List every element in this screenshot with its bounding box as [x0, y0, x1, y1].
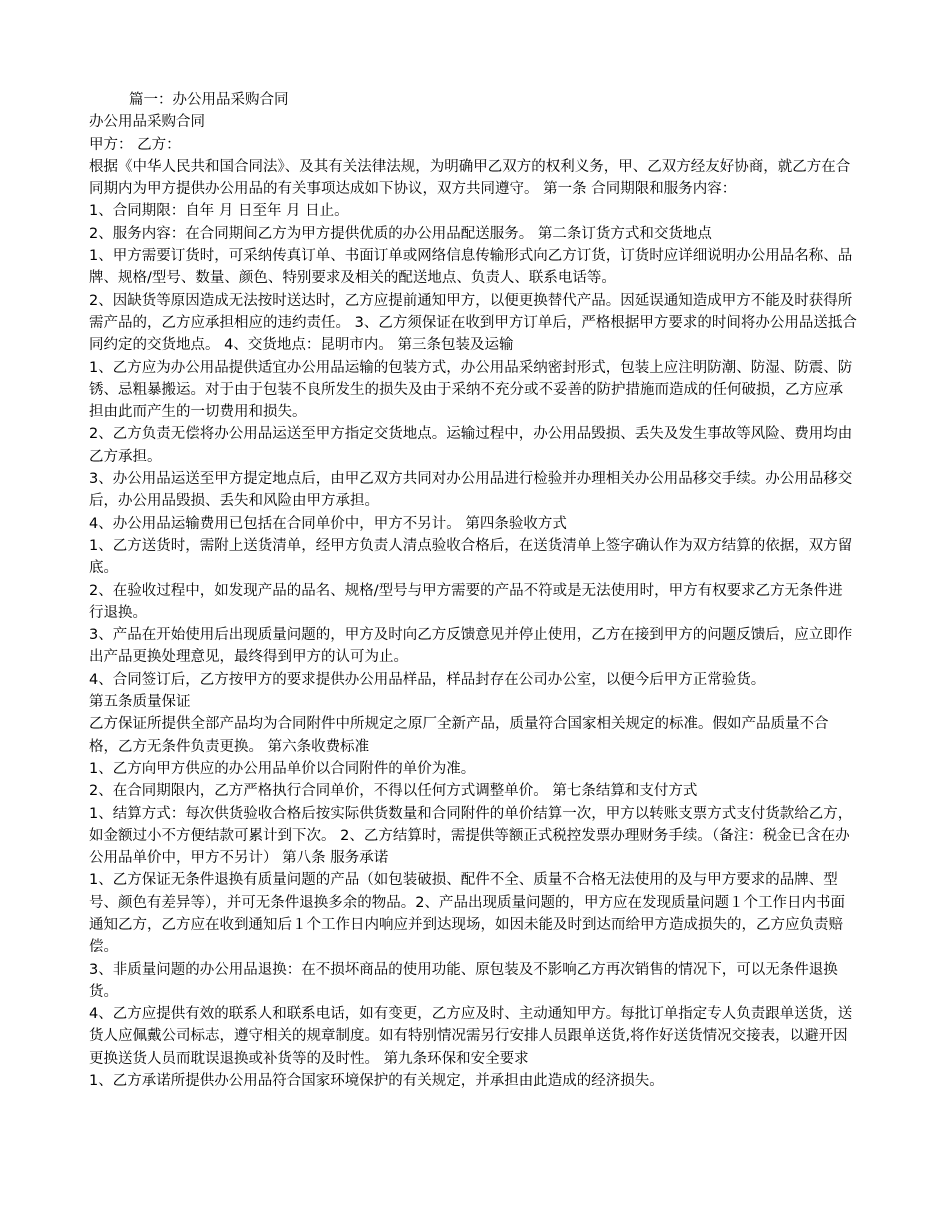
paragraph: 3、非质量问题的办公用品退换：在不损坏商品的使用功能、原包装及不影响乙方再次销售的情况下，可以无条件退换货。 — [89, 961, 838, 1000]
paragraph: 4、办公用品运输费用已包括在合同单价中，甲方不另计。 第四条验收方式 — [89, 515, 567, 532]
paragraph: 2、在验收过程中，如发现产品的品名、规格/型号与甲方需要的产品不符或是无法使用时，甲方有权要求乙方无条件进行退换。 — [89, 582, 843, 621]
paragraph: 1、合同期限：自年 月 日至年 月 日止。 — [89, 203, 349, 220]
paragraph: 4、合同签订后，乙方按甲方的要求提供办公用品样品，样品封存在公司办公室，以便今后甲方正常验货。 — [89, 671, 766, 688]
paragraph: 1、乙方承诺所提供办公用品符合国家环境保护的有关规定，并承担由此造成的经济损失。 — [89, 1073, 664, 1090]
paragraph: 2、服务内容：在合同期间乙方为甲方提供优质的办公用品配送服务。 第二条订货方式和交货地点 — [89, 225, 712, 242]
paragraph-title: 办公用品采购合同 — [89, 114, 205, 131]
paragraph: 1、乙方送货时，需附上送货清单，经甲方负责人清点验收合格后，在送货清单上签字确认作为双方结算的依据，双方留底。 — [89, 537, 853, 577]
paragraph: 2、因缺货等原因造成无法按时送达时，乙方应提前通知甲方，以便更换替代产品。因延误通知造成甲方不能及时获得所需产品的，乙方应承担相应的违约责任。 3、乙方须保证在收到甲方订单后，严格根据甲方要求的时间将办公用品送抵合同约定的交货地点。 4、交货地点：昆明市内。 第三条包装及运输 — [89, 292, 857, 354]
paragraph: 2、在合同期限内，乙方严格执行合同单价，不得以任何方式调整单价。 第七条结算和支付方式 — [89, 783, 698, 800]
paragraph: 1、乙方应为办公用品提供适宜办公用品运输的包装方式，办公用品采纳密封形式，包装上应注明防潮、防湿、防震、防锈、忌粗暴搬运。对于由于包装不良所发生的损失及由于采纳不充分或不妥善的防护措施而造成的任何破损，乙方应承担由此而产生的一切费用和损失。 — [89, 359, 853, 421]
paragraph: 乙方保证所提供全部产品均为合同附件中所规定之原厂全新产品，质量符合国家相关规定的标准。假如产品质量不合格，乙方无条件负责更换。 第六条收费标准 — [89, 716, 829, 755]
paragraph: 1、结算方式：每次供货验收合格后按实际供货数量和合同附件的单价结算一次，甲方以转账支票方式支付货款给乙方，如金额过小不方便结款可累计到下次。 2、乙方结算时，需提供等额正式税控发票办理财务手续。（备注：税金已含在办公用品单价中，甲方不另计） 第八条 服务承诺 — [89, 805, 853, 867]
paragraph: 1、乙方向甲方供应的办公用品单价以合同附件的单价为准。 — [89, 760, 476, 777]
paragraph-parties: 甲方： 乙方： — [89, 136, 181, 153]
document-body — [89, 89, 857, 1092]
paragraph: 1、乙方保证无条件退换有质量问题的产品（如包装破损、配件不全、质量不合格无法使用的及与甲方要求的品牌、型号、颜色有差异等），并可无条件退换多余的物品。2、产品出现质量问题的，甲方应在发现质量问题１个工作日内书面通知乙方，乙方应在收到通知后１个工作日内响应并到达现场，如因未能及时到达而给甲方造成损失的，乙方应负责赔偿。 — [89, 872, 845, 956]
paragraph: 3、办公用品运送至甲方提定地点后，由甲乙双方共同对办公用品进行检验并办理相关办公用品移交手续。办公用品移交后，办公用品毁损、丢失和风险由甲方承担。 — [89, 471, 853, 510]
paragraph: 1、甲方需要订货时，可采纳传真订单、书面订单或网络信息传输形式向乙方订货，订货时应详细说明办公用品名称、品牌、规格/型号、数量、颜色、特别要求及相关的配送地点、负责人、联系电话等。 — [89, 248, 853, 287]
section-heading: 第五条质量保证 — [89, 694, 191, 711]
paragraph-preamble: 根据《中华人民共和国合同法》、及其有关法律法规，为明确甲乙双方的权利义务，甲、乙双方经友好协商，就乙方在合同期内为甲方提供办公用品的有关事项达成如下协议，双方共同遵守。 第一条 合同期限和服务内容： — [89, 158, 851, 198]
paragraph: 3、产品在开始使用后出现质量问题的，甲方及时向乙方反馈意见并停止使用，乙方在接到甲方的问题反馈后，应立即作出产品更换处理意见，最终得到甲方的认可为止。 — [89, 627, 853, 666]
document-heading: 篇一：办公用品采购合同 — [129, 92, 289, 108]
paragraph: 2、乙方负责无偿将办公用品运送至甲方指定交货地点。运输过程中，办公用品毁损、丢失及发生事故等风险、费用均由乙方承担。 — [89, 426, 853, 465]
paragraph: 4、乙方应提供有效的联系人和联系电话，如有变更，乙方应及时、主动通知甲方。每批订单指定专人负责跟单送货，送货人应佩戴公司标志，遵守相关的规章制度。如有特别情况需另行安排人员跟单送货,将作好送货情况交接表，以避开因更换送货人员而耽误退换或补货等的及时性。 第九条环保和安全要求 — [89, 1006, 853, 1067]
